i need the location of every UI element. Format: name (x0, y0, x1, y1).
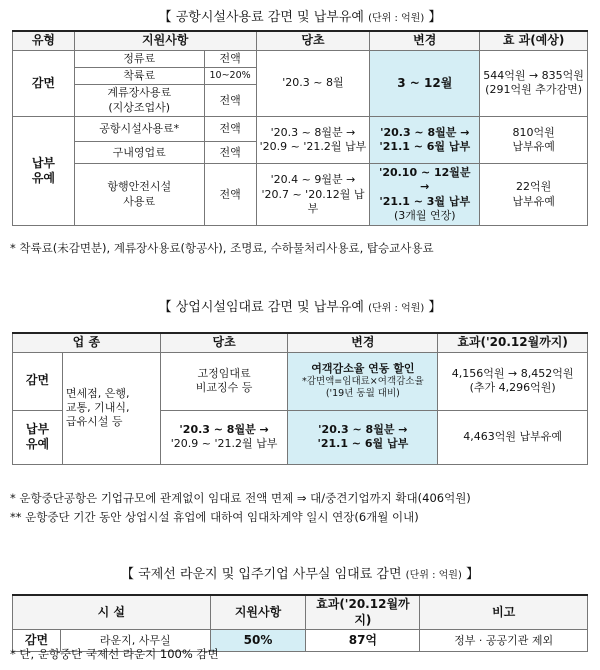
item-navigation-fee-line2: 사용료 (123, 194, 156, 208)
defer3-change-line3: (3개월 연장) (393, 208, 456, 222)
defer3-effect-line2: 납부유예 (512, 194, 555, 208)
reduce-effect-line2: (291억원 추가감면) (485, 83, 582, 97)
row-label-reduce2: 감면 (13, 352, 63, 410)
item-airport-facility-fee: 공항시설사용료* (74, 117, 204, 142)
reduce2-change-line1: 여객감소율 연동 할인 (311, 361, 415, 375)
effect-cell: 87억 (306, 630, 420, 652)
header-effect3: 효과('20.12월까지) (306, 595, 420, 630)
defer12-change-line2: '21.1 ~ 6월 납부 (379, 140, 471, 154)
section2-title-text: 【 상업시설임대료 감면 및 납부유예 (158, 300, 364, 315)
lounge-rent-table (12, 594, 588, 652)
facility-cell: 라운지, 사무실 (60, 630, 210, 652)
industry-line2: 교통, 기내식, (65, 400, 130, 414)
defer3-effect-line1: 22억원 (515, 180, 552, 194)
reduce2-effect-line2: (추가 4,296억원) (469, 381, 556, 395)
section3-title-end: 】 (465, 567, 479, 582)
header-support: 지원사항 (74, 31, 256, 50)
section3-title-text: 【 국제선 라운지 및 입주기업 사무실 임대료 감면 (121, 567, 402, 582)
defer12-original-line1: '20.3 ~ 8월분 → (270, 125, 356, 139)
item-apron-fee-line2: (지상조업사) (108, 100, 171, 114)
section2-title-end: 】 (428, 300, 442, 315)
section2-note1: * 운항중단공항은 기업규모에 관계없이 임대료 전액 면제 ⇒ 대/중견기업까지 확대(406억원) (10, 491, 471, 505)
item-parking-fee: 정류료 (74, 50, 204, 67)
amount-navigation-fee: 전액 (204, 164, 256, 226)
header-original: 당초 (256, 31, 370, 50)
item-landing-fee: 착륙료 (74, 67, 204, 84)
defer-label-line1: 납부 (31, 155, 56, 170)
defer12-original-line2: '20.9 ~ '21.2월 납부 (259, 140, 367, 154)
section1-title-end: 】 (428, 10, 442, 25)
defer2-label-line2: 유예 (25, 437, 50, 452)
reduce2-effect-line1: 4,156억원 → 8,452억원 (451, 366, 574, 380)
header-type: 유형 (13, 31, 75, 50)
defer-label-line2: 유예 (31, 171, 56, 186)
amount-concession-fee: 전액 (204, 142, 256, 164)
reduce2-original (160, 352, 288, 410)
defer2-original (160, 410, 288, 464)
header-change2: 변경 (288, 333, 438, 352)
defer3-change (370, 164, 480, 226)
item-navigation-fee-line1: 항행안전시설 (107, 180, 172, 194)
airport-fee-table (12, 30, 588, 226)
row-label-reduce: 감면 (13, 50, 75, 117)
section3-title (0, 563, 600, 582)
remark-cell: 정부 · 공공기관 제외 (420, 630, 588, 652)
section1-footnote: * 착륙료(未감면분), 계류장사용료(항공사), 조명료, 수하물처리사용료, 탑승교사용료 (10, 241, 434, 255)
amount-apron-fee: 전액 (204, 85, 256, 117)
reduce2-change (288, 352, 438, 410)
section3-footnote: * 단, 운항중단 국제선 라운지 100% 감면 (10, 647, 219, 661)
defer3-original-line2: '20.7 ~ '20.12월 납부 (261, 187, 365, 215)
header-original2: 당초 (160, 333, 288, 352)
industry-line3: 급유시설 등 (65, 415, 123, 429)
item-apron-fee-line1: 계류장사용료 (107, 86, 172, 100)
defer2-change-line1: '20.3 ~ 8월분 → (318, 422, 408, 436)
amount-airport-facility-fee: 전액 (204, 117, 256, 142)
row-label-defer2 (13, 410, 63, 464)
defer12-original (256, 117, 370, 164)
defer2-change-line2: '21.1 ~ 6월 납부 (317, 437, 409, 451)
row-label-reduce3: 감면 (13, 630, 61, 652)
defer2-change (288, 410, 438, 464)
header-change: 변경 (370, 31, 480, 50)
section2-unit: (단위 : 억원) (368, 303, 425, 314)
header-industry: 업 종 (13, 333, 161, 352)
item-navigation-fee (74, 164, 204, 226)
defer2-effect: 4,463억원 납부유예 (438, 410, 588, 464)
section2-title (0, 296, 600, 315)
support-cell: 50% (210, 630, 306, 652)
header-support3: 지원사항 (210, 595, 306, 630)
defer2-original-line1: '20.3 ~ 8월분 → (179, 422, 269, 436)
defer2-label-line1: 납부 (25, 421, 50, 436)
reduce-effect-line1: 544억원 → 835억원 (483, 69, 584, 83)
reduce2-change-line2: *감면액=임대료×여객감소율 (302, 375, 424, 387)
industry-list (62, 352, 160, 464)
defer3-original (256, 164, 370, 226)
commercial-rent-table (12, 332, 588, 465)
header-remark: 비고 (420, 595, 588, 630)
reduce-effect (480, 50, 588, 117)
defer12-change-line1: '20.3 ~ 8월분 → (380, 125, 470, 139)
item-apron-fee (74, 85, 204, 117)
section2-note2: ** 운항중단 기간 동안 상업시설 휴업에 대하여 임대차계약 일시 연장(6개월 이내) (10, 510, 419, 524)
defer2-original-line2: '20.9 ~ '21.2월 납부 (170, 437, 278, 451)
amount-landing-fee: 10~20% (204, 67, 256, 84)
section1-title (0, 6, 600, 25)
reduce-change: 3 ~ 12월 (370, 50, 480, 117)
reduce2-change-line3: ('19년 동월 대비) (325, 388, 400, 400)
item-concession-fee: 구내영업료 (74, 142, 204, 164)
defer12-effect-line1: 810억원 (512, 125, 555, 139)
header-facility: 시 설 (13, 595, 211, 630)
row-label-defer (13, 117, 75, 226)
defer12-change (370, 117, 480, 164)
defer3-effect (480, 164, 588, 226)
section3-unit: (단위 : 억원) (405, 570, 462, 581)
defer12-effect (480, 117, 588, 164)
section1-title-text: 【 공항시설사용료 감면 및 납부유예 (158, 10, 364, 25)
section1-unit: (단위 : 억원) (368, 13, 425, 24)
defer3-change-line1: '20.10 ~ 12월분 → (378, 166, 471, 194)
industry-line1: 면세점, 은행, (65, 386, 130, 400)
defer3-change-line2: '21.1 ~ 3월 납부 (379, 194, 471, 208)
header-effect2: 효과('20.12월까지) (438, 333, 588, 352)
reduce-original: '20.3 ~ 8월 (256, 50, 370, 117)
defer12-effect-line2: 납부유예 (512, 140, 555, 154)
defer3-original-line1: '20.4 ~ 9월분 → (270, 173, 356, 187)
amount-parking-fee: 전액 (204, 50, 256, 67)
header-effect: 효 과(예상) (480, 31, 588, 50)
reduce2-original-line1: 고정임대료 (197, 366, 251, 380)
reduce2-effect (438, 352, 588, 410)
reduce2-original-line2: 비교징수 등 (195, 381, 253, 395)
